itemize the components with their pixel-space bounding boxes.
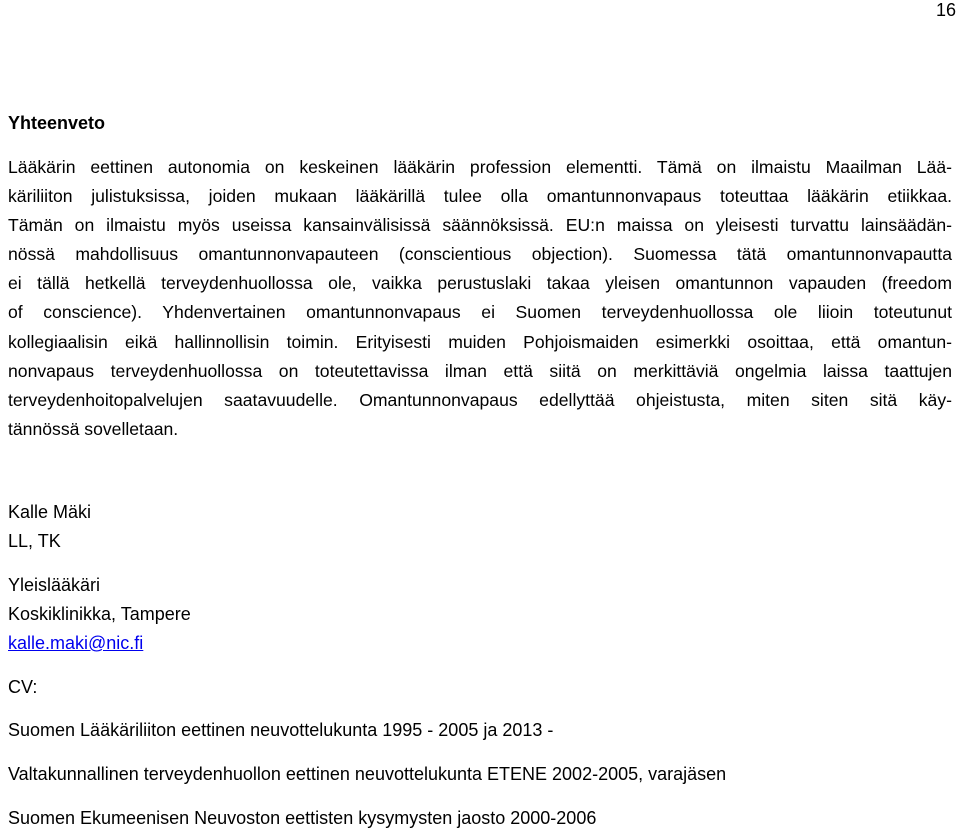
section-heading: Yhteenveto	[8, 113, 106, 133]
paragraph-line: käriliiton julistuksissa, joiden mukaan lääkärillä tulee olla omantunnonvapaus toteuttaa lääkärin etiikkaa.	[8, 186, 952, 207]
paragraph-line: kollegiaalisin eikä hallinnollisin toimin. Erityisesti muiden Pohjoismaiden esimerkki osoittaa, että omantun-	[8, 331, 952, 352]
author-email-link[interactable]: kalle.maki@nic.fi	[8, 633, 144, 653]
paragraph-line: ei tällä hetkellä terveydenhuollossa ole, vaikka perustuslaki takaa yleisen omantunnon vapauden (freedom	[8, 273, 952, 294]
paragraph-line: terveydenhoitopalvelujen saatavuudelle. Omantunnonvapaus edellyttää ohjeistusta, miten siten sitä käy-	[8, 389, 952, 410]
paragraph-line: nonvapaus terveydenhuollossa on toteutettavissa ilman että siitä on merkittäviä ongelmia laissa taattujen	[8, 360, 952, 381]
page-number: 16	[935, 0, 956, 20]
paragraph-line: Tämän on ilmaistu myös useissa kansainvälisissä säännöksissä. EU:n maissa on yleisesti turvattu lainsäädän-	[8, 215, 952, 236]
author-email-container	[8, 631, 143, 655]
paragraph-line: tännössä sovelletaan.	[8, 418, 179, 439]
cv-item: Suomen Lääkäriliiton eettinen neuvottelukunta 1995 - 2005 ja 2013 -	[8, 720, 554, 740]
summary-section	[8, 109, 952, 444]
cv-label: CV:	[8, 677, 38, 697]
paragraph-line: nössä mahdollisuus omantunnonvapauteen (conscientious objection). Suomessa tätä omantunnonvapautta	[8, 244, 952, 265]
author-affiliation: Koskiklinikka, Tampere	[8, 604, 191, 624]
paragraph-line: Lääkärin eettinen autonomia on keskeinen lääkärin profession elementti. Tämä on ilmaistu Maailman Lää-	[8, 157, 952, 177]
paragraph-line: of conscience). Yhdenvertainen omantunnonvapaus ei Suomen terveydenhuollossa ole liioin toteutunut	[8, 302, 952, 323]
author-title: Yleislääkäri	[8, 575, 101, 595]
cv-item: Suomen Ekumeenisen Neuvoston eettisten kysymysten jaosto 2000-2006	[8, 808, 597, 828]
summary-paragraph	[8, 153, 952, 444]
author-name: Kalle Mäki	[8, 502, 92, 522]
cv-item: Valtakunnallinen terveydenhuollon eettinen neuvottelukunta ETENE 2002-2005, varajäsen	[8, 764, 727, 784]
author-degrees: LL, TK	[8, 531, 61, 551]
